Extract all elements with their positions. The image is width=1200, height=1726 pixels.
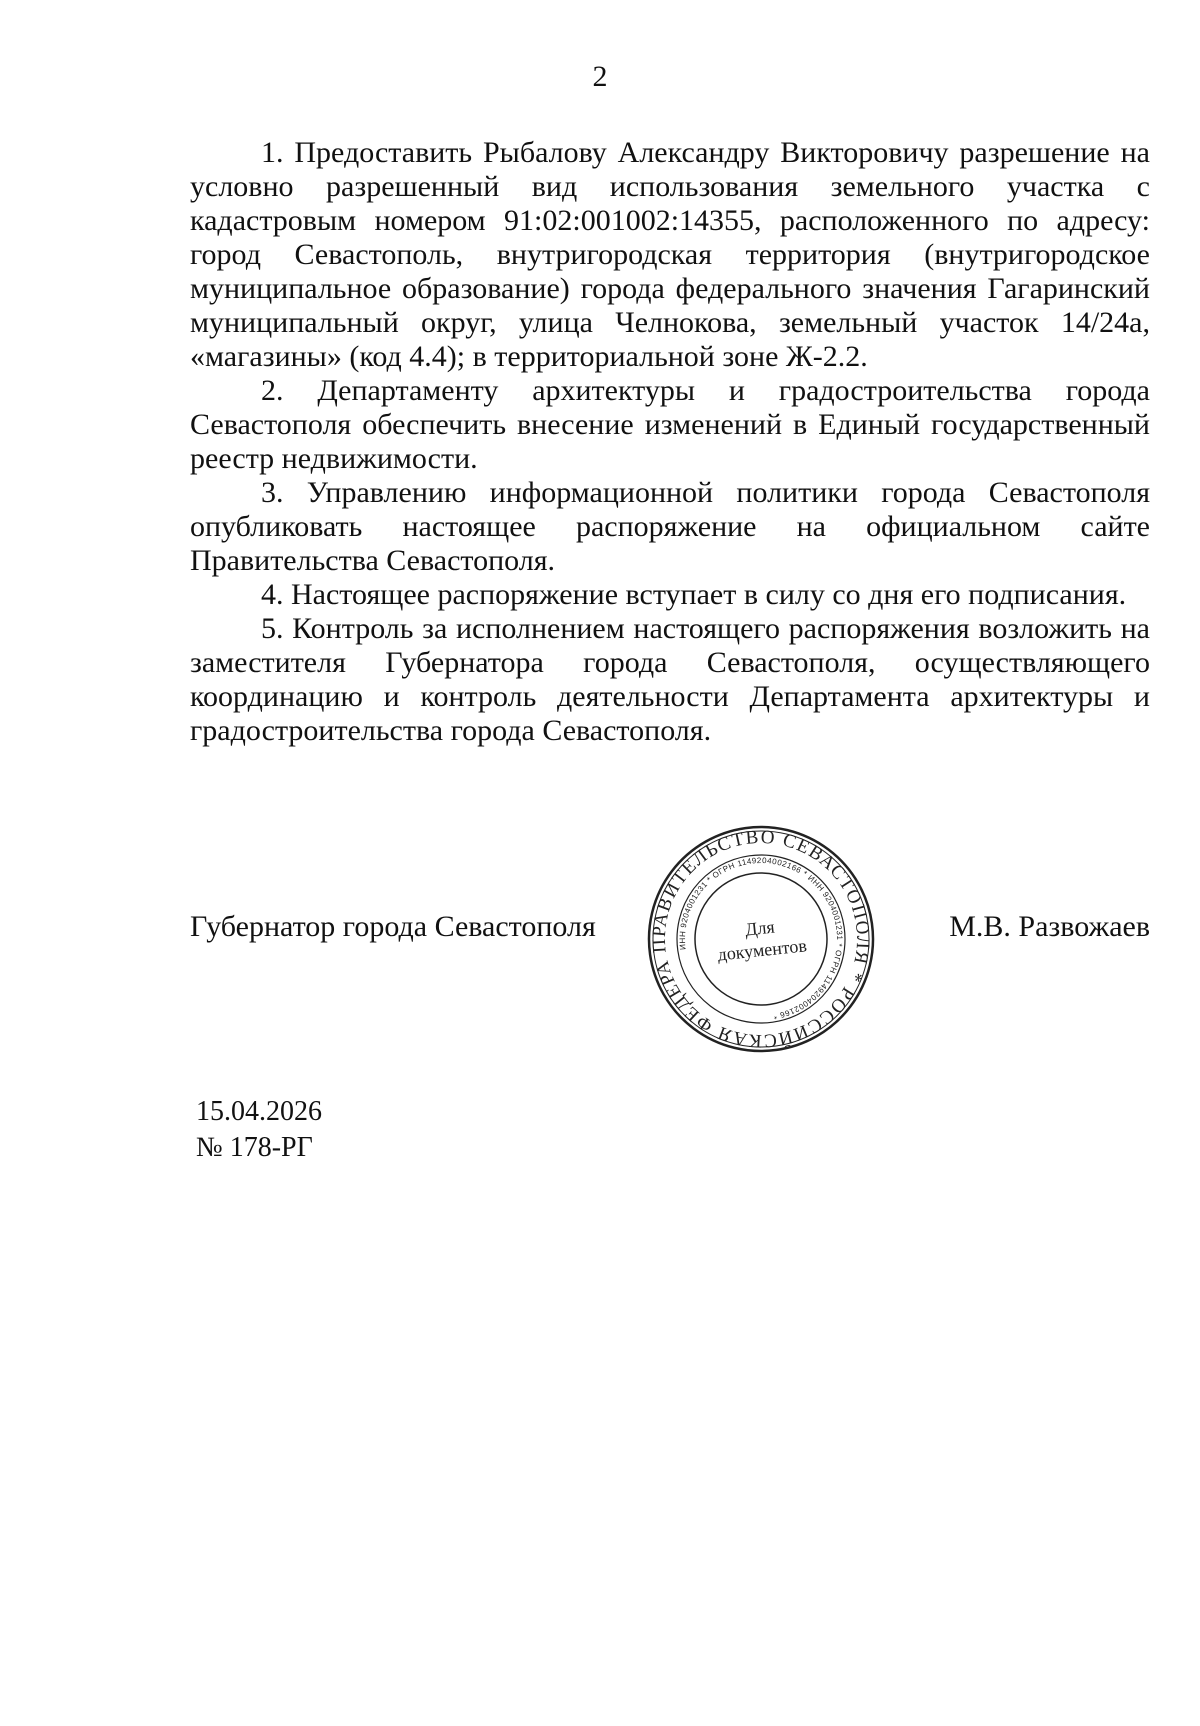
seal-center-text	[714, 912, 808, 965]
paragraph-3: 3. Управлению информационной политики города Севастополя опубликовать настоящее распоряжение на официальном сайте Правительства Севастополя.	[190, 476, 1150, 577]
document-number: № 178-РГ	[196, 1132, 313, 1163]
seal-outer-text: ПРАВИТЕЛЬСТВО СЕВАСТОПОЛЯ * РОССИЙСКАЯ ФЕДЕРАЦИЯ	[648, 826, 874, 1052]
signatory-name: М.В. Развожаев	[949, 910, 1150, 943]
document-requisites	[196, 1094, 322, 1166]
seal-center-line-1: Для	[744, 916, 776, 940]
official-seal	[646, 824, 876, 1054]
paragraph-2: 2. Департаменту архитектуры и градостроительства города Севастополя обеспечить внесение изменений в Единый государственный реестр недвижимости.	[190, 374, 1150, 475]
seal-center-line-2: документов	[716, 935, 808, 965]
document-date: 15.04.2026	[196, 1096, 322, 1127]
seal-inner-text: ИНН 9204001231 * ОГРН 1149204002166 * ИНН 9204001231 * ОГРН 1149204002166 *	[677, 855, 845, 1021]
paragraph-4: 4. Настоящее распоряжение вступает в силу со дня его подписания.	[261, 578, 1127, 611]
document-body	[190, 136, 1150, 748]
paragraph-5: 5. Контроль за исполнением настоящего распоряжения возложить на заместителя Губернатора города Севастополя, осуществляющего координацию и контроль деятельности Департамента архитектуры и градостроительства города Севастополя.	[190, 612, 1150, 747]
page-number: 2	[592, 60, 608, 93]
signatory-position: Губернатор города Севастополя	[190, 910, 596, 943]
paragraph-1: 1. Предоставить Рыбалову Александру Викторовичу разрешение на условно разрешенный вид использования земельного участка с кадастровым номером 91:02:001002:14355, расположенного по адресу: город Севастополь, внутригородская территория (внутригородское муниципальное образование) города федерального значения Гагаринский муниципальный округ, улица Челнокова, земельный участок 14/24а, «магазины» (код 4.4); в территориальной зоне Ж-2.2.	[190, 136, 1150, 373]
